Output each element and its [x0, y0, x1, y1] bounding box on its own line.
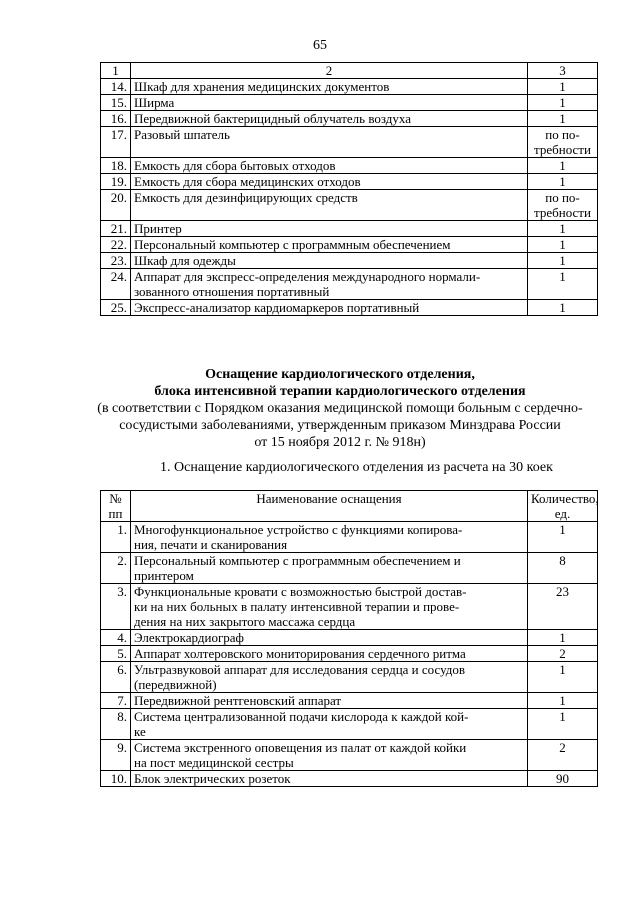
row-number: 2. [101, 553, 131, 584]
row-quantity: 90 [528, 771, 598, 787]
row-quantity: 1 [528, 95, 598, 111]
row-number: 19. [101, 174, 131, 190]
table-row [101, 771, 598, 787]
row-number: 16. [101, 111, 131, 127]
table-row [101, 190, 598, 221]
row-quantity: 2 [528, 740, 598, 771]
row-quantity: 1 [528, 662, 598, 693]
row-name: Шкаф для одежды [131, 253, 528, 269]
row-number: 9. [101, 740, 131, 771]
row-name: Ультразвуковой аппарат для исследования сердца и сосудов (передвижной) [131, 662, 528, 693]
row-name: Передвижной бактерицидный облучатель воздуха [131, 111, 528, 127]
row-quantity: 1 [528, 630, 598, 646]
header-quantity [528, 491, 598, 522]
row-quantity: 1 [528, 522, 598, 553]
table-row [101, 300, 598, 316]
subsection-title: 1. Оснащение кардиологического отделения из расчета на 30 коек [160, 460, 553, 475]
header-col-3: 3 [528, 63, 598, 79]
table-row [101, 237, 598, 253]
header-name [131, 491, 528, 522]
row-number: 3. [101, 584, 131, 630]
row-name: Система экстренного оповещения из палат от каждой койки на пост медицинской сестры [131, 740, 528, 771]
row-quantity: 1 [528, 174, 598, 190]
row-name: Экспресс-анализатор кардиомаркеров портативный [131, 300, 528, 316]
table-row [101, 174, 598, 190]
row-name: Передвижной рентгеновский аппарат [131, 693, 528, 709]
row-name: Система централизованной подачи кислорода к каждой кой- ке [131, 709, 528, 740]
row-name: Ширма [131, 95, 528, 111]
header-quantity-text: Количество, ед. [531, 491, 599, 521]
section-title-line-1: Оснащение кардиологического отделения, [205, 367, 475, 382]
row-quantity: 2 [528, 646, 598, 662]
row-number: 25. [101, 300, 131, 316]
row-quantity: 1 [528, 300, 598, 316]
row-name: Многофункциональное устройство с функциями копирова- ния, печати и сканирования [131, 522, 528, 553]
row-quantity: 1 [528, 158, 598, 174]
row-name: Функциональные кровати с возможностью быстрой достав- ки на них больных в палату интенсивной терапии и прове- дения на них закрытого массажа сердца [131, 584, 528, 630]
row-quantity: 1 [528, 709, 598, 740]
row-number: 24. [101, 269, 131, 300]
row-quantity: 1 [528, 693, 598, 709]
row-number: 21. [101, 221, 131, 237]
table-header-row [101, 491, 598, 522]
row-number: 22. [101, 237, 131, 253]
row-number: 10. [101, 771, 131, 787]
section-title-line-2: блока интенсивной терапии кардиологического отделения [154, 384, 526, 399]
row-quantity: 1 [528, 79, 598, 95]
table-row [101, 630, 598, 646]
row-number: 15. [101, 95, 131, 111]
table-row [101, 111, 598, 127]
row-number: 18. [101, 158, 131, 174]
row-name: Электрокардиограф [131, 630, 528, 646]
row-quantity: 1 [528, 269, 598, 300]
section-note-line-1: (в соответствии с Порядком оказания медицинской помощи больным с сердечно- [97, 401, 583, 416]
row-quantity: 8 [528, 553, 598, 584]
table-row [101, 158, 598, 174]
row-name: Персональный компьютер с программным обеспечением и принтером [131, 553, 528, 584]
row-quantity: 1 [528, 111, 598, 127]
row-name: Емкость для сбора медицинских отходов [131, 174, 528, 190]
row-number: 7. [101, 693, 131, 709]
row-number: 17. [101, 127, 131, 158]
row-name: Аппарат для экспресс-определения международного нормали- зованного отношения портативный [131, 269, 528, 300]
row-quantity: по по- требности [528, 190, 598, 221]
section-note-line-2: сосудистыми заболеваниями, утвержденным приказом Минздрава России [119, 418, 561, 433]
row-quantity: 1 [528, 237, 598, 253]
cardiology-equipment-table [100, 490, 598, 787]
row-number: 23. [101, 253, 131, 269]
table-row [101, 253, 598, 269]
row-quantity: 1 [528, 253, 598, 269]
row-quantity: 1 [528, 221, 598, 237]
table-row [101, 522, 598, 553]
table-row [101, 740, 598, 771]
table-row [101, 584, 598, 630]
table-row [101, 79, 598, 95]
header-number-text: № пп [108, 491, 123, 521]
table-row [101, 95, 598, 111]
row-number: 5. [101, 646, 131, 662]
header-name-text: Наименование оснащения [256, 491, 402, 506]
row-name: Принтер [131, 221, 528, 237]
page-number: 65 [313, 38, 327, 53]
table-row [101, 269, 598, 300]
row-name: Емкость для дезинфицирующих средств [131, 190, 528, 221]
header-col-2: 2 [131, 63, 528, 79]
header-number [101, 491, 131, 522]
row-name: Блок электрических розеток [131, 771, 528, 787]
row-name: Емкость для сбора бытовых отходов [131, 158, 528, 174]
row-name: Аппарат холтеровского мониторирования сердечного ритма [131, 646, 528, 662]
row-name: Шкаф для хранения медицинских документов [131, 79, 528, 95]
header-col-1: 1 [101, 63, 131, 79]
row-number: 14. [101, 79, 131, 95]
table-row [101, 553, 598, 584]
row-quantity: 23 [528, 584, 598, 630]
section-heading [60, 366, 620, 451]
section-note-line-3: от 15 ноября 2012 г. № 918н) [254, 435, 426, 450]
table-row [101, 662, 598, 693]
table-row [101, 693, 598, 709]
equipment-table-continued [100, 62, 598, 316]
row-quantity: по по- требности [528, 127, 598, 158]
row-name: Персональный компьютер с программным обеспечением [131, 237, 528, 253]
row-number: 4. [101, 630, 131, 646]
row-name: Разовый шпатель [131, 127, 528, 158]
table-row [101, 127, 598, 158]
row-number: 20. [101, 190, 131, 221]
table-row [101, 646, 598, 662]
row-number: 1. [101, 522, 131, 553]
row-number: 8. [101, 709, 131, 740]
table-row [101, 221, 598, 237]
table-row [101, 709, 598, 740]
row-number: 6. [101, 662, 131, 693]
table-header-row [101, 63, 598, 79]
